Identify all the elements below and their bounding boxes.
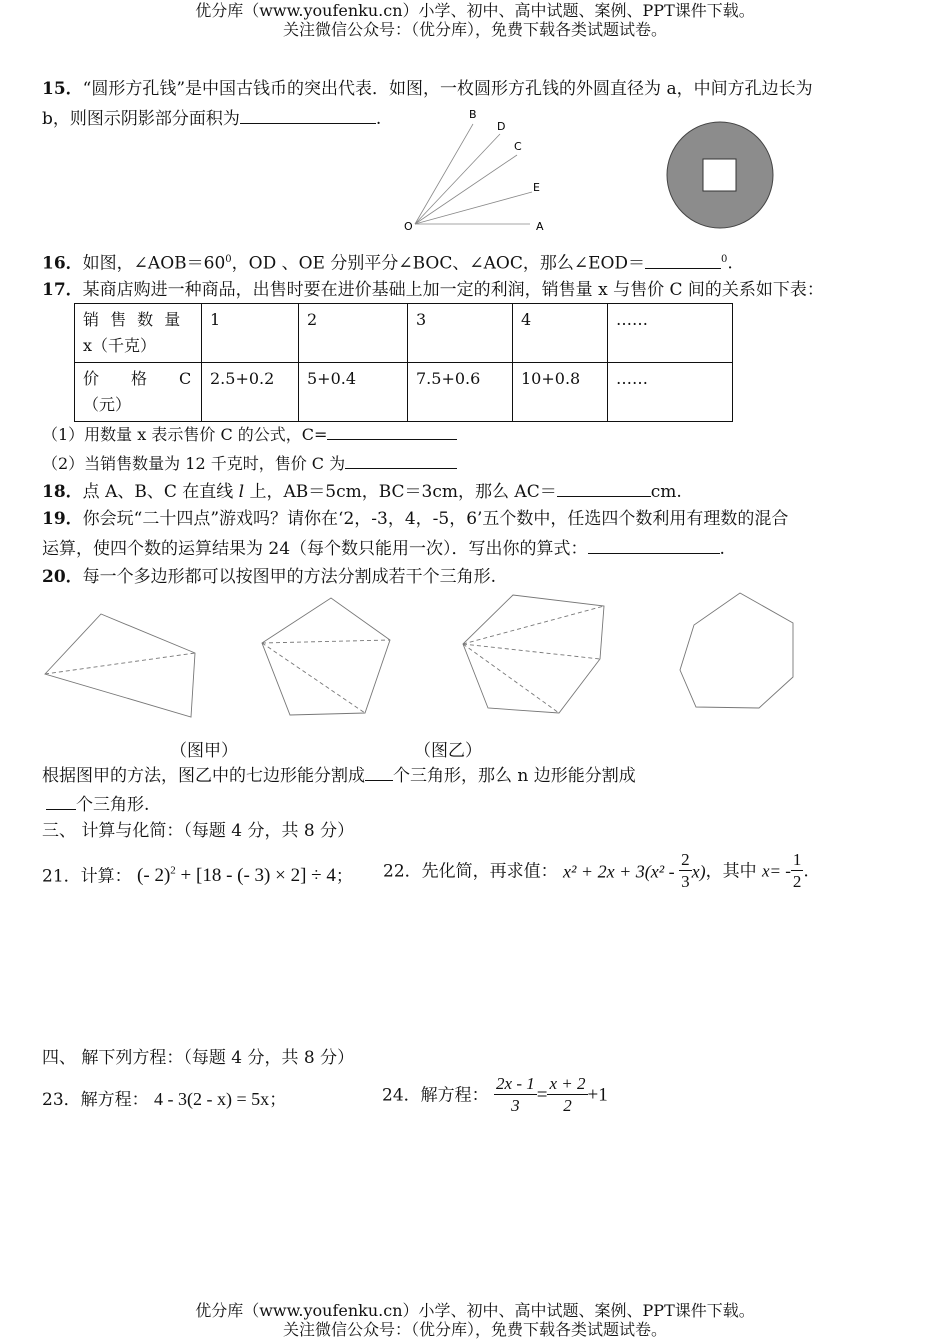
table-cell: 1: [202, 304, 299, 363]
question-20: [42, 566, 496, 588]
frac-num: x + 2: [549, 1074, 586, 1093]
table-header-cell: [75, 304, 202, 363]
question-17-text: 某商店购进一种商品，出售时要在进价基础上加一定的利润，销售量 x 与售价 C 间的关系如下表：: [82, 280, 824, 300]
question-16: [42, 249, 733, 275]
question-number: 17．: [42, 280, 83, 300]
question-22-label: 22．先化简，再求值：: [383, 861, 558, 882]
header-line-1: 优分库（www.youfenku.cn）小学、初中、高中试题、案例、PPT课件下载。: [195, 1, 755, 20]
label-o: O: [404, 220, 413, 233]
fraction-lhs: [494, 1074, 537, 1117]
table-cell: 2.5+0.2: [202, 363, 299, 422]
frac-num: 2: [681, 850, 690, 869]
frac-den: 3: [511, 1096, 520, 1115]
question-17-part-1: [42, 423, 457, 446]
answer-blank-15[interactable]: [240, 107, 376, 124]
line-l: l: [238, 482, 245, 502]
fraction-two-thirds: [679, 850, 692, 893]
expr-part: + [18 - (- 3) × 2] ÷ 4: [175, 865, 336, 887]
semicolon: ；: [335, 866, 353, 887]
question-15-text-2: b，则图示阴影部分面积为: [42, 109, 240, 129]
pentagon-diagonal: [262, 640, 390, 643]
question-15-text-1: “圆形方孔钱”是中国古钱币的突出代表．如图，一枚圆形方孔钱的外圆直径为 a，中间方孔边长为: [82, 79, 813, 99]
frac-den: 2: [563, 1096, 572, 1115]
equals-sign: =: [536, 1084, 548, 1106]
label-b: B: [469, 108, 477, 121]
question-number: 15．: [42, 79, 83, 99]
question-23-label: 23．解方程：: [42, 1090, 149, 1110]
pentagon-diagonal: [262, 643, 365, 713]
table-header-line: 价 格 C: [83, 369, 192, 388]
frac-den: 2: [792, 872, 802, 891]
header-line-2: 关注微信公众号：（优分库），免费下载各类试题试卷。: [282, 20, 667, 39]
section-4-title: 四、 解下列方程：（每题 4 分，共 8 分）: [42, 1048, 355, 1068]
part-1-text: （1）用数量 x 表示售价 C 的公式，C=: [42, 425, 328, 444]
angle-figure: [395, 104, 555, 236]
question-15-line-2: [42, 107, 381, 130]
table-cell: ……: [608, 304, 733, 363]
question-19-line-1: [42, 508, 788, 530]
question-24-label: 24．解方程：: [382, 1085, 489, 1106]
table-header-cell: [75, 363, 202, 422]
fraction-rhs: [547, 1074, 587, 1117]
question-22: [383, 850, 809, 900]
expr-sup: 2: [170, 865, 176, 877]
table-row: [75, 304, 733, 363]
semicolon: ；: [269, 1090, 287, 1110]
table-header-line: x（千克）: [83, 336, 157, 355]
table-header-line: （元）: [83, 395, 132, 414]
caption-yi: （图乙）: [414, 741, 482, 761]
degree-sup: 0: [225, 254, 232, 265]
table-row: [75, 363, 733, 422]
fraction-one-half: [791, 850, 804, 893]
answer-blank-20-1[interactable]: [365, 764, 393, 781]
ray-ob: [415, 124, 473, 224]
q21-expression: [137, 865, 336, 886]
section-3-title: 三、 计算与化简：（每题 4 分，共 8 分）: [42, 821, 355, 841]
period: .: [727, 253, 733, 274]
quadrilateral: [45, 614, 195, 717]
plus-one: +1: [587, 1084, 608, 1106]
q23-expression: 4 - 3(2 - x) = 5x: [154, 1089, 270, 1109]
ray-oe: [415, 192, 532, 224]
question-number: 16．: [42, 253, 83, 274]
table-cell: 7.5+0.6: [408, 363, 513, 422]
q22-expression: x² + 2x + 3(x² -: [563, 861, 680, 882]
question-16-text: 如图，∠AOB＝60: [82, 253, 226, 274]
answer-blank-18[interactable]: [557, 480, 651, 497]
caption-jia: （图甲）: [170, 741, 238, 761]
footer-line-1: 优分库（www.youfenku.cn）小学、初中、高中试题、案例、PPT课件下载。: [195, 1301, 755, 1320]
polygon-figures: [40, 590, 810, 722]
q22-mid: ，其中: [705, 861, 762, 882]
question-16-text-2: ，OD 、OE 分别平分∠BOC、∠AOC，那么∠EOD＝: [231, 253, 646, 274]
question-19-text-2: 运算，使四个数的运算结果为 24（每个数只能用一次）．写出你的算式：: [42, 539, 588, 559]
frac-num: 1: [792, 850, 802, 869]
question-21: [42, 860, 353, 887]
label-a: A: [536, 220, 544, 233]
q22-expression-end: x): [691, 861, 706, 882]
hexagon: [463, 595, 604, 713]
hexagon-diagonal: [463, 644, 559, 713]
question-21-label: 21．计算：: [42, 866, 132, 887]
label-d: D: [497, 120, 506, 133]
table-cell: 10+0.8: [513, 363, 608, 422]
question-18-text-2: 上，AB＝5cm，BC＝3cm，那么 AC＝: [244, 482, 557, 502]
table-cell: ……: [608, 363, 733, 422]
label-c: C: [514, 140, 522, 153]
question-20-text-3: 个三角形.: [76, 795, 150, 815]
coin-figure: [664, 120, 776, 230]
question-20-text-2b: 个三角形，那么 n 边形能分割成: [393, 766, 636, 786]
table-cell: 4: [513, 304, 608, 363]
expr-part: (- 2): [137, 865, 171, 887]
question-17: [42, 279, 824, 301]
heptagon: [680, 593, 793, 708]
hexagon-diagonal: [463, 644, 600, 659]
answer-blank-17-2[interactable]: [345, 452, 457, 469]
question-number: 19．: [42, 509, 83, 529]
question-20-text-2a: 根据图甲的方法，图乙中的七边形能分割成: [42, 766, 365, 786]
quad-diagonal: [45, 653, 195, 674]
label-e: E: [533, 181, 540, 194]
question-19-text-1: 你会玩“二十四点”游戏吗？请你在‘2，-3，4，-5，6’五个数中，任选四个数利用有理数的混合: [82, 509, 789, 529]
footer-line-2: 关注微信公众号：（优分库），免费下载各类试题试卷。: [282, 1320, 667, 1339]
table-header-line: 销 售 数 量: [83, 310, 184, 329]
question-15-line-1: [42, 78, 813, 100]
answer-blank-16[interactable]: [645, 252, 721, 269]
answer-blank-20-2[interactable]: [46, 793, 76, 810]
price-table: [74, 303, 733, 422]
degree-sup-2: 0: [721, 254, 728, 265]
question-number: 18．: [42, 482, 83, 502]
period: .: [375, 109, 382, 129]
hexagon-diagonal: [463, 606, 604, 644]
question-17-part-2: [42, 452, 457, 475]
question-23: [42, 1088, 286, 1111]
question-24: [382, 1074, 608, 1128]
question-19-line-2: [42, 537, 725, 560]
table-cell: 2: [299, 304, 408, 363]
question-20-line-2: [42, 764, 636, 787]
question-18-text: 点 A、B、C 在直线: [82, 482, 239, 502]
question-18: [42, 480, 682, 503]
part-2-text: （2）当销售数量为 12 千克时，售价 C 为: [42, 454, 346, 473]
frac-num: 2x - 1: [496, 1074, 535, 1093]
frac-den: 3: [681, 872, 690, 891]
period: .: [719, 539, 725, 559]
period: .: [803, 861, 809, 882]
question-20-text: 每一个多边形都可以按图甲的方法分割成若干个三角形.: [82, 567, 497, 587]
x-equals: x= -: [761, 861, 791, 881]
coin-square-hole: [703, 159, 736, 191]
ray-od: [415, 134, 500, 224]
question-number: 20．: [42, 567, 83, 587]
question-20-line-3: [46, 793, 149, 816]
answer-blank-17-1[interactable]: [327, 423, 457, 440]
answer-blank-19[interactable]: [588, 537, 720, 554]
ray-oc: [415, 155, 517, 224]
unit-cm: cm.: [650, 482, 682, 502]
table-cell: 3: [408, 304, 513, 363]
table-cell: 5+0.4: [299, 363, 408, 422]
